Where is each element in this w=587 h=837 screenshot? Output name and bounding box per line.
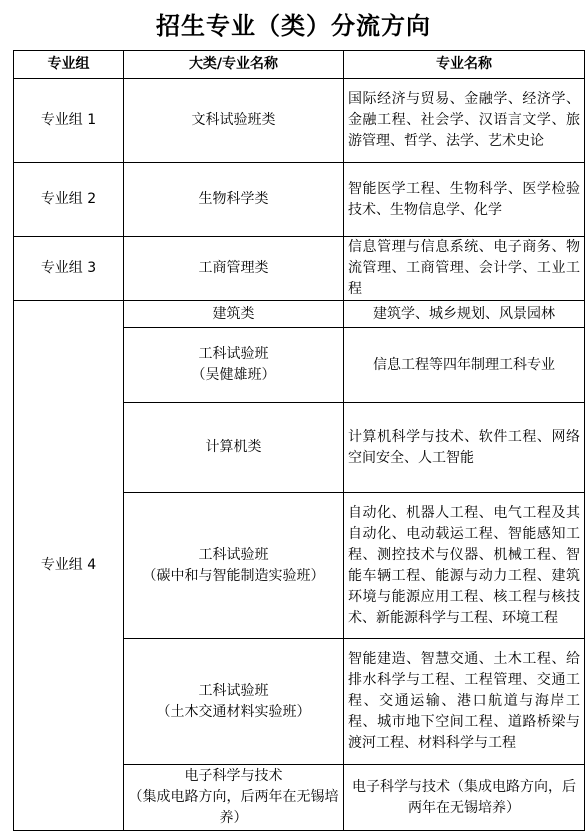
majors-cell: 信息管理与信息系统、电子商务、物流管理、工商管理、会计学、工业工程 xyxy=(344,237,585,301)
category-name: 建筑类 xyxy=(212,305,255,322)
majors-cell: 信息工程等四年制理工科专业 xyxy=(344,328,585,403)
header-group: 专业组 xyxy=(14,51,124,79)
category-name: 计算机类 xyxy=(205,439,262,455)
majors-table xyxy=(13,50,585,831)
category-note: （集成电路方向，后两年在无锡培养） xyxy=(128,789,339,826)
table-header-row xyxy=(14,51,585,79)
majors-cell: 智能建造、智慧交通、土木工程、给排水科学与工程、工程管理、交通工程、交通运输、港口航道与海岸工程、城市地下空间工程、道路桥梁与渡河工程、材料科学与工程 xyxy=(344,639,585,765)
majors-cell: 智能医学工程、生物科学、医学检验技术、生物信息学、化学 xyxy=(344,163,585,237)
table-row xyxy=(14,237,585,301)
category-cell xyxy=(124,403,344,493)
category-name: 工科试验班 xyxy=(198,682,269,699)
category-cell: 文科试验班类 xyxy=(124,79,344,163)
group-cell: 专业组 4 xyxy=(14,301,124,831)
header-category: 大类/专业名称 xyxy=(124,51,344,79)
category-note: （土木交通材料实验班） xyxy=(156,703,311,720)
group-cell: 专业组 3 xyxy=(14,237,124,301)
majors-cell: 国际经济与贸易、金融学、经济学、金融工程、社会学、汉语言文学、旅游管理、哲学、法学、艺术史论 xyxy=(344,79,585,163)
category-note: （碳中和与智能制造实验班） xyxy=(142,567,325,584)
category-name: 工科试验班 xyxy=(198,546,269,563)
category-cell xyxy=(124,301,344,328)
category-cell: 生物科学类 xyxy=(124,163,344,237)
majors-cell: 电子科学与技术（集成电路方向，后两年在无锡培养） xyxy=(344,765,585,831)
table-row xyxy=(14,301,585,328)
category-cell xyxy=(124,765,344,831)
group-cell: 专业组 1 xyxy=(14,79,124,163)
majors-cell: 计算机科学与技术、软件工程、网络空间安全、人工智能 xyxy=(344,403,585,493)
majors-cell: 自动化、机器人工程、电气工程及其自动化、电动载运工程、智能感知工程、测控技术与仪器、机械工程、智能车辆工程、能源与动力工程、建筑环境与能源应用工程、核工程与核技术、新能源科学与工程、环境工程 xyxy=(344,493,585,639)
page-title: 招生专业（类）分流方向 xyxy=(156,12,431,40)
category-cell xyxy=(124,493,344,639)
table-row xyxy=(14,163,585,237)
category-name: 电子科学与技术 xyxy=(184,768,283,784)
header-majors: 专业名称 xyxy=(344,51,585,79)
majors-cell: 建筑学、城乡规划、风景园林 xyxy=(344,301,585,328)
category-cell: 工商管理类 xyxy=(124,237,344,301)
category-cell xyxy=(124,328,344,403)
table-row xyxy=(14,79,585,163)
group-cell: 专业组 2 xyxy=(14,163,124,237)
category-name: 工科试验班 xyxy=(198,346,269,362)
category-cell xyxy=(124,639,344,765)
category-note: （吴健雄班） xyxy=(191,367,276,383)
